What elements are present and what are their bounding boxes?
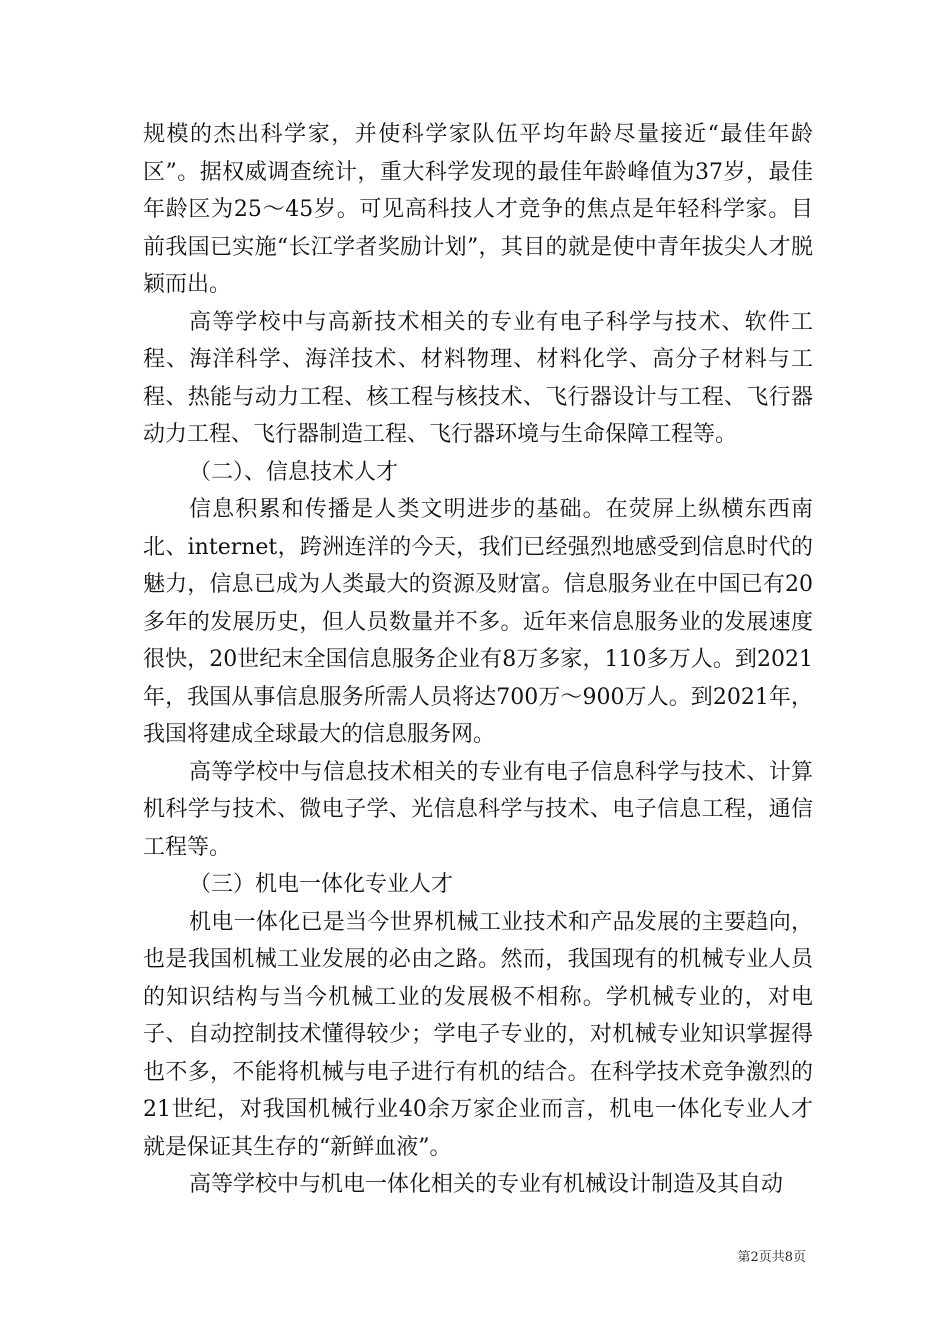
paragraph-continued: 规模的杰出科学家，并使科学家队伍平均年龄尽量接近“最佳年龄区”。据权威调查统计，重大科学发现的最佳年龄峰值为37岁，最佳年龄区为25～45岁。可见高科技人才竞争的焦点是年轻科学家。目前我国已实施“长江学者奖励计划”，其目的就是使中青年拔尖人才脱颖而出。 [143, 122, 813, 297]
page-number-footer: 第2页共8页 [737, 1250, 806, 1265]
document-body [143, 116, 813, 1204]
paragraph-info-tech-majors: 高等学校中与信息技术相关的专业有电子信息科学与技术、计算机科学与技术、微电子学、光信息科学与技术、电子信息工程，通信工程等。 [143, 759, 813, 860]
paragraph-info-tech: 信息积累和传播是人类文明进步的基础。在荧屏上纵横东西南北、internet，跨洲连洋的今天，我们已经强烈地感受到信息时代的魅力，信息已成为人类最大的资源及财富。信息服务业在中国已有20多年的发展历史，但人员数量并不多。近年来信息服务业的发展速度很快，20世纪末全国信息服务企业有8万多家，110多万人。到2021年，我国从事信息服务所需人员将达700万～900万人。到2021年，我国将建成全球最大的信息服务网。 [143, 497, 813, 747]
section-heading-mechatronics: （三）机电一体化专业人才 [189, 872, 454, 897]
section-heading-info-tech: （二）、信息技术人才 [189, 459, 399, 485]
paragraph-high-tech-majors: 高等学校中与高新技术相关的专业有电子科学与技术、软件工程、海洋科学、海洋技术、材料物理、材料化学、高分子材料与工程、热能与动力工程、核工程与核技术、飞行器设计与工程、飞行器动力工程、飞行器制造工程、飞行器环境与生命保障工程等。 [143, 309, 813, 447]
paragraph-mechatronics: 机电一体化已是当今世界机械工业技术和产品发展的主要趋向，也是我国机械工业发展的必由之路。然而，我国现有的机械专业人员的知识结构与当今机械工业的发展极不相称。学机械专业的，对电子、自动控制技术懂得较少；学电子专业的，对机械专业知识掌握得也不多，不能将机械与电子进行有机的结合。在科学技术竞争激烈的21世纪，对我国机械行业40余万家企业而言，机电一体化专业人才就是保证其生存的“新鲜血液”。 [143, 909, 813, 1160]
paragraph-mechatronics-majors: 高等学校中与机电一体化相关的专业有机械设计制造及其自动 [189, 1172, 784, 1197]
